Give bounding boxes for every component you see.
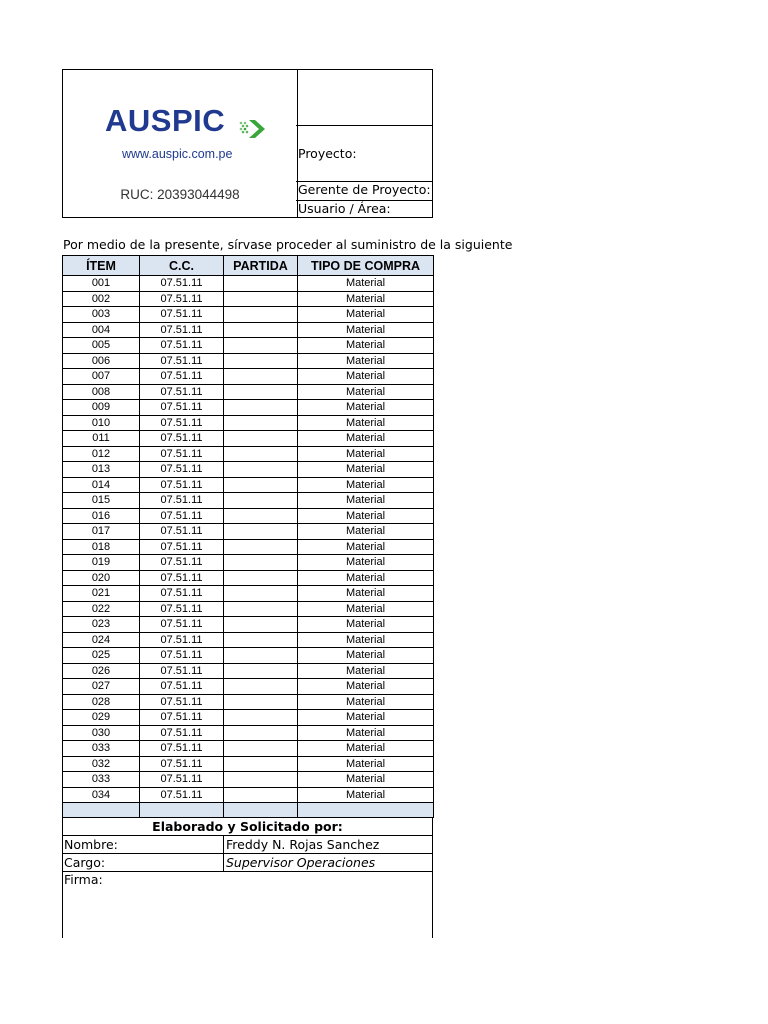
cell-partida — [224, 276, 298, 292]
cell-item: 021 — [63, 586, 140, 602]
cell-item: 009 — [63, 400, 140, 416]
table-row — [63, 431, 434, 447]
cell-item: 030 — [63, 725, 140, 741]
table-row — [63, 276, 434, 292]
cell-partida — [224, 663, 298, 679]
cell-cc: 07.51.11 — [140, 694, 224, 710]
cell-tipo-compra: Material — [298, 307, 434, 323]
cell-partida — [224, 601, 298, 617]
cell-cc: 07.51.11 — [140, 648, 224, 664]
cargo-value: Supervisor Operaciones — [223, 854, 375, 871]
column-header-item: ÍTEM — [63, 256, 140, 276]
cell-cc: 07.51.11 — [140, 369, 224, 385]
table-row — [63, 725, 434, 741]
cell-partida — [224, 477, 298, 493]
company-ruc: RUC: 20393044498 — [120, 187, 240, 202]
cell-tipo-compra: Material — [298, 539, 434, 555]
cell-tipo-compra: Material — [298, 369, 434, 385]
table-row — [63, 338, 434, 354]
cell-cc: 07.51.11 — [140, 586, 224, 602]
table-row — [63, 307, 434, 323]
cell-cc: 07.51.11 — [140, 617, 224, 633]
cell-tipo-compra: Material — [298, 338, 434, 354]
cell-tipo-compra: Material — [298, 477, 434, 493]
table-row — [63, 710, 434, 726]
cell-partida — [224, 787, 298, 803]
cell-item: 033 — [63, 772, 140, 788]
table-row — [63, 679, 434, 695]
cell-cc: 07.51.11 — [140, 307, 224, 323]
cell-item: 006 — [63, 353, 140, 369]
cell-partida — [224, 586, 298, 602]
items-table-body — [63, 276, 434, 818]
cell-partida — [224, 369, 298, 385]
cell-cc: 07.51.11 — [140, 477, 224, 493]
cell-cc: 07.51.11 — [140, 741, 224, 757]
table-header-row — [63, 256, 434, 276]
cell-tipo-compra: Material — [298, 586, 434, 602]
nombre-value: Freddy N. Rojas Sanchez — [223, 836, 379, 853]
cell-item: 029 — [63, 710, 140, 726]
cell-item: 020 — [63, 570, 140, 586]
cell-item: 012 — [63, 446, 140, 462]
cell-item: 034 — [63, 787, 140, 803]
cell-cc: 07.51.11 — [140, 446, 224, 462]
cell-item: 019 — [63, 555, 140, 571]
table-row — [63, 772, 434, 788]
cell-tipo-compra: Material — [298, 555, 434, 571]
cell-partida — [224, 508, 298, 524]
cell-item: 013 — [63, 462, 140, 478]
table-row — [63, 632, 434, 648]
cell-cc: 07.51.11 — [140, 493, 224, 509]
cell-item: 017 — [63, 524, 140, 540]
cell-item: 023 — [63, 617, 140, 633]
cell-partida — [224, 632, 298, 648]
cell-cc: 07.51.11 — [140, 539, 224, 555]
cell-item: 005 — [63, 338, 140, 354]
cell-tipo-compra: Material — [298, 353, 434, 369]
empty-cell — [140, 803, 224, 818]
cell-partida — [224, 772, 298, 788]
arrow-logo-icon — [235, 114, 271, 144]
company-website: www.auspic.com.pe — [122, 147, 233, 161]
usuario-label: Usuario / Área: — [298, 201, 391, 216]
cell-tipo-compra: Material — [298, 694, 434, 710]
firma-label: Firma: — [64, 872, 103, 887]
table-row — [63, 524, 434, 540]
cell-partida — [224, 446, 298, 462]
cell-item: 014 — [63, 477, 140, 493]
table-row — [63, 539, 434, 555]
cell-cc: 07.51.11 — [140, 725, 224, 741]
column-header-partida: PARTIDA — [224, 256, 298, 276]
cell-tipo-compra: Material — [298, 756, 434, 772]
cell-cc: 07.51.11 — [140, 555, 224, 571]
cell-cc: 07.51.11 — [140, 679, 224, 695]
table-row — [63, 384, 434, 400]
cell-cc: 07.51.11 — [140, 291, 224, 307]
cell-cc: 07.51.11 — [140, 400, 224, 416]
items-table — [62, 255, 434, 818]
cell-partida — [224, 555, 298, 571]
project-info-box — [296, 69, 433, 218]
cell-tipo-compra: Material — [298, 508, 434, 524]
table-row — [63, 617, 434, 633]
cell-partida — [224, 648, 298, 664]
cell-partida — [224, 353, 298, 369]
cell-item: 018 — [63, 539, 140, 555]
cell-cc: 07.51.11 — [140, 524, 224, 540]
cell-cc: 07.51.11 — [140, 710, 224, 726]
cell-cc: 07.51.11 — [140, 601, 224, 617]
signature-section — [62, 818, 433, 938]
cell-tipo-compra: Material — [298, 431, 434, 447]
cell-cc: 07.51.11 — [140, 353, 224, 369]
firma-box — [62, 871, 433, 938]
table-row — [63, 493, 434, 509]
cell-partida — [224, 741, 298, 757]
cell-item: 024 — [63, 632, 140, 648]
cell-partida — [224, 524, 298, 540]
cell-tipo-compra: Material — [298, 787, 434, 803]
cell-partida — [224, 322, 298, 338]
nombre-label: Nombre: — [64, 837, 118, 852]
cell-partida — [224, 725, 298, 741]
cell-tipo-compra: Material — [298, 446, 434, 462]
cell-item: 008 — [63, 384, 140, 400]
cell-partida — [224, 539, 298, 555]
cell-item: 026 — [63, 663, 140, 679]
cell-cc: 07.51.11 — [140, 276, 224, 292]
cell-tipo-compra: Material — [298, 772, 434, 788]
cell-tipo-compra: Material — [298, 276, 434, 292]
table-row — [63, 555, 434, 571]
table-row — [63, 741, 434, 757]
cell-tipo-compra: Material — [298, 462, 434, 478]
cell-tipo-compra: Material — [298, 679, 434, 695]
table-row — [63, 369, 434, 385]
company-logo-wordmark: AUSPIC — [105, 103, 226, 138]
cell-tipo-compra: Material — [298, 601, 434, 617]
cell-item: 010 — [63, 415, 140, 431]
table-row — [63, 586, 434, 602]
table-empty-row — [63, 803, 434, 818]
cell-tipo-compra: Material — [298, 400, 434, 416]
cell-item: 028 — [63, 694, 140, 710]
cell-tipo-compra: Material — [298, 617, 434, 633]
cell-tipo-compra: Material — [298, 725, 434, 741]
table-row — [63, 415, 434, 431]
column-header-cc: C.C. — [140, 256, 224, 276]
cell-cc: 07.51.11 — [140, 632, 224, 648]
table-row — [63, 353, 434, 369]
document-header — [62, 69, 433, 218]
table-row — [63, 601, 434, 617]
cell-partida — [224, 338, 298, 354]
cell-item: 002 — [63, 291, 140, 307]
cell-item: 004 — [63, 322, 140, 338]
cargo-row — [62, 853, 433, 871]
cell-cc: 07.51.11 — [140, 415, 224, 431]
empty-cell — [63, 803, 140, 818]
intro-text: Por medio de la presente, sírvase proceder al suministro de la siguiente — [63, 237, 513, 252]
cell-cc: 07.51.11 — [140, 431, 224, 447]
cell-cc: 07.51.11 — [140, 663, 224, 679]
cell-tipo-compra: Material — [298, 648, 434, 664]
table-row — [63, 787, 434, 803]
column-header-tipo-compra: TIPO DE COMPRA — [298, 256, 434, 276]
cell-partida — [224, 291, 298, 307]
table-row — [63, 663, 434, 679]
cell-cc: 07.51.11 — [140, 322, 224, 338]
cell-partida — [224, 617, 298, 633]
table-row — [63, 400, 434, 416]
cell-tipo-compra: Material — [298, 632, 434, 648]
cell-item: 027 — [63, 679, 140, 695]
table-row — [63, 756, 434, 772]
table-row — [63, 694, 434, 710]
table-row — [63, 446, 434, 462]
cell-item: 011 — [63, 431, 140, 447]
empty-cell — [298, 803, 434, 818]
cell-cc: 07.51.11 — [140, 772, 224, 788]
table-row — [63, 648, 434, 664]
cell-item: 025 — [63, 648, 140, 664]
company-logo-box — [62, 69, 298, 218]
cell-partida — [224, 462, 298, 478]
cell-partida — [224, 710, 298, 726]
cell-partida — [224, 415, 298, 431]
cell-item: 016 — [63, 508, 140, 524]
cell-tipo-compra: Material — [298, 415, 434, 431]
nombre-row — [62, 835, 433, 853]
cell-tipo-compra: Material — [298, 493, 434, 509]
cell-tipo-compra: Material — [298, 741, 434, 757]
signature-title: Elaborado y Solicitado por: — [62, 818, 433, 835]
proyecto-label: Proyecto: — [298, 146, 357, 161]
cell-tipo-compra: Material — [298, 384, 434, 400]
table-row — [63, 508, 434, 524]
cell-partida — [224, 431, 298, 447]
cell-item: 007 — [63, 369, 140, 385]
cell-cc: 07.51.11 — [140, 384, 224, 400]
cell-tipo-compra: Material — [298, 570, 434, 586]
cargo-label: Cargo: — [64, 855, 106, 870]
cell-tipo-compra: Material — [298, 524, 434, 540]
cell-cc: 07.51.11 — [140, 338, 224, 354]
cell-cc: 07.51.11 — [140, 462, 224, 478]
cell-tipo-compra: Material — [298, 710, 434, 726]
cell-item: 033 — [63, 741, 140, 757]
cell-partida — [224, 570, 298, 586]
table-row — [63, 322, 434, 338]
cell-cc: 07.51.11 — [140, 570, 224, 586]
cell-partida — [224, 400, 298, 416]
gerente-label: Gerente de Proyecto: — [298, 182, 431, 197]
table-row — [63, 462, 434, 478]
table-row — [63, 477, 434, 493]
cell-tipo-compra: Material — [298, 322, 434, 338]
cell-item: 032 — [63, 756, 140, 772]
cell-cc: 07.51.11 — [140, 787, 224, 803]
cell-cc: 07.51.11 — [140, 508, 224, 524]
cell-item: 022 — [63, 601, 140, 617]
cell-partida — [224, 384, 298, 400]
cell-partida — [224, 493, 298, 509]
table-row — [63, 570, 434, 586]
cell-partida — [224, 679, 298, 695]
cell-item: 003 — [63, 307, 140, 323]
cell-item: 015 — [63, 493, 140, 509]
cell-partida — [224, 756, 298, 772]
cell-partida — [224, 694, 298, 710]
cell-item: 001 — [63, 276, 140, 292]
cell-cc: 07.51.11 — [140, 756, 224, 772]
cell-tipo-compra: Material — [298, 291, 434, 307]
cell-partida — [224, 307, 298, 323]
empty-cell — [224, 803, 298, 818]
cell-tipo-compra: Material — [298, 663, 434, 679]
table-row — [63, 291, 434, 307]
